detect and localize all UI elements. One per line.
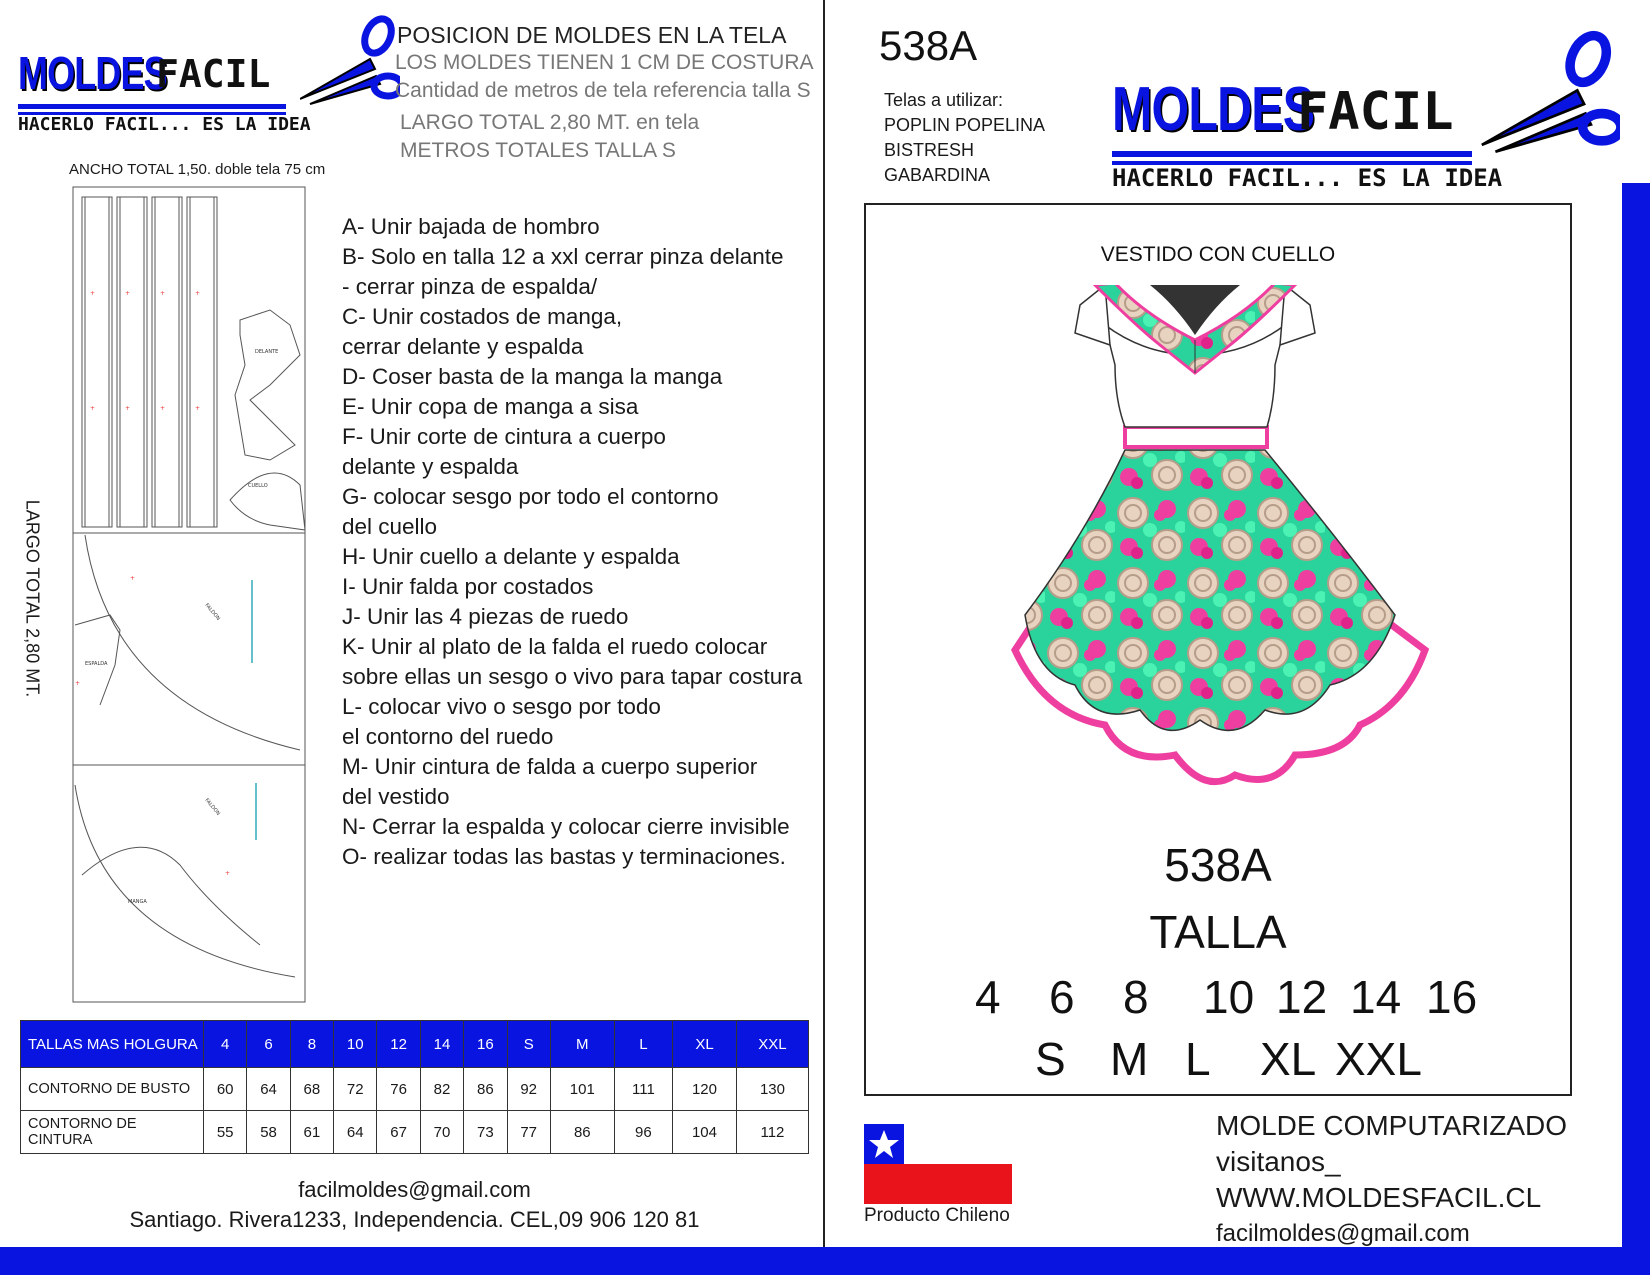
- size-option: 6: [1049, 971, 1075, 1023]
- contact-address: Santiago. Rivera1233, Independencia. CEL,09 906 120 81: [129, 1207, 700, 1232]
- instructions-list: [342, 212, 802, 872]
- table-cell: 101: [550, 1068, 614, 1111]
- chile-flag-icon: [864, 1124, 1012, 1204]
- table-cell: 67: [377, 1111, 420, 1154]
- svg-text:+: +: [225, 870, 231, 877]
- size-option: L: [1185, 1033, 1211, 1085]
- instruction-line: sobre ellas un sesgo o vivo para tapar costura: [342, 664, 803, 689]
- fabric-item: POPLIN POPELINA: [884, 115, 1046, 135]
- length-label: LARGO TOTAL 2,80 MT.: [22, 499, 43, 698]
- instruction-line: C- Unir costados de manga,: [342, 304, 623, 329]
- svg-text:+: +: [75, 680, 81, 687]
- fabric-list-title: Telas a utilizar:: [884, 90, 1004, 110]
- row-label: CONTORNO DE CINTURA: [21, 1111, 204, 1154]
- instruction-line: N- Cerrar la espalda y colocar cierre invisible: [342, 814, 790, 839]
- instruction-line: delante y espalda: [342, 454, 519, 479]
- instruction-line: D- Coser basta de la manga la manga: [342, 364, 723, 389]
- brand-logo-right: [1112, 74, 1632, 199]
- instruction-line: O- realizar todas las bastas y terminaciones.: [342, 844, 786, 869]
- table-cell: 60: [204, 1068, 247, 1111]
- model-code-top: 538A: [879, 22, 978, 69]
- instruction-line: K- Unir al plato de la falda el ruedo colocar: [342, 634, 768, 659]
- svg-text:+: +: [160, 405, 166, 412]
- table-cell: 58: [247, 1111, 290, 1154]
- pattern-layout-diagram: [70, 185, 310, 1005]
- logo-moldes-text: MOLDES: [18, 47, 167, 99]
- scissors-icon: [300, 14, 400, 124]
- flag-caption: Producto Chileno: [864, 1205, 1010, 1226]
- row-label: CONTORNO DE BUSTO: [21, 1068, 204, 1111]
- right-blue-bar: [1622, 183, 1650, 1253]
- table-cell: 104: [673, 1111, 737, 1154]
- instruction-line: - cerrar pinza de espalda/: [342, 274, 598, 299]
- size-option: XXL: [1335, 1033, 1422, 1085]
- instruction-line: H- Unir cuello a delante y espalda: [342, 544, 680, 569]
- fabric-list: [884, 88, 1045, 188]
- size-header-cell: S: [507, 1021, 550, 1068]
- svg-text:DELANTE: DELANTE: [255, 349, 279, 355]
- table-cell: 70: [420, 1111, 463, 1154]
- table-cell: 120: [673, 1068, 737, 1111]
- dress-illustration: [975, 285, 1455, 815]
- website-link[interactable]: WWW.MOLDESFACIL.CL: [1216, 1182, 1542, 1213]
- size-header-cell: 4: [204, 1021, 247, 1068]
- size-option: S: [1035, 1033, 1066, 1085]
- size-option: 14: [1350, 971, 1402, 1023]
- footer-line: MOLDE COMPUTARIZADO: [1216, 1110, 1568, 1141]
- svg-text:FALDON: FALDON: [203, 797, 222, 817]
- size-option: 8: [1123, 971, 1149, 1023]
- svg-text:MANGA: MANGA: [128, 899, 147, 905]
- fabric-reference: Cantidad de metros de tela referencia talla S: [395, 79, 811, 102]
- layout-title: POSICION DE MOLDES EN LA TELA: [397, 22, 787, 48]
- fabric-item: BISTRESH: [884, 140, 975, 160]
- total-meters: METROS TOTALES TALLA S: [400, 139, 676, 162]
- size-header-cell: 8: [290, 1021, 333, 1068]
- logo-tagline: HACERLO FACIL... ES LA IDEA: [18, 114, 311, 135]
- width-label: ANCHO TOTAL 1,50. doble tela 75 cm: [69, 161, 326, 178]
- instruction-line: L- colocar vivo o sesgo por todo: [342, 694, 661, 719]
- table-cell: 76: [377, 1068, 420, 1111]
- size-header-cell: 14: [420, 1021, 463, 1068]
- brand-logo-left: [18, 46, 398, 136]
- table-cell: 64: [247, 1068, 290, 1111]
- table-header-label: TALLAS MAS HOLGURA: [21, 1021, 204, 1068]
- instruction-line: M- Unir cintura de falda a cuerpo superior: [342, 754, 758, 779]
- footer-line: visitanos_: [1216, 1146, 1341, 1177]
- svg-text:+: +: [125, 405, 131, 412]
- instruction-line: I- Unir falda por costados: [342, 574, 594, 599]
- total-length: LARGO TOTAL 2,80 MT. en tela: [400, 111, 700, 134]
- size-header-cell: M: [550, 1021, 614, 1068]
- instruction-line: A- Unir bajada de hombro: [342, 214, 600, 239]
- svg-text:+: +: [130, 575, 136, 582]
- size-header-cell: 6: [247, 1021, 290, 1068]
- logo-facil-text: FACIL: [156, 52, 271, 96]
- size-header-cell: L: [614, 1021, 672, 1068]
- table-cell: 68: [290, 1068, 333, 1111]
- footer-email[interactable]: facilmoldes@gmail.com: [1216, 1220, 1470, 1247]
- garment-title: VESTIDO CON CUELLO: [1100, 243, 1336, 266]
- letter-sizes: [0, 1032, 1650, 1092]
- seam-note: LOS MOLDES TIENEN 1 CM DE COSTURA: [395, 51, 814, 74]
- table-cell: 64: [334, 1111, 377, 1154]
- table-cell: 92: [507, 1068, 550, 1111]
- footer-info: [1216, 1108, 1567, 1252]
- instruction-line: cerrar delante y espalda: [342, 334, 584, 359]
- size-option: 4: [975, 971, 1001, 1023]
- size-header-cell: 10: [334, 1021, 377, 1068]
- size-header-cell: XXL: [736, 1021, 808, 1068]
- table-cell: 61: [290, 1111, 333, 1154]
- table-cell: 111: [614, 1068, 672, 1111]
- numeric-sizes: [0, 970, 1650, 1030]
- logo-tagline: HACERLO FACIL... ES LA IDEA: [1112, 164, 1503, 192]
- size-header-cell: 16: [464, 1021, 507, 1068]
- logo-moldes-text: MOLDES: [1112, 75, 1315, 144]
- svg-text:+: +: [90, 290, 96, 297]
- fabric-item: GABARDINA: [884, 165, 991, 185]
- svg-text:+: +: [195, 290, 201, 297]
- instruction-line: del cuello: [342, 514, 438, 539]
- svg-text:FALDON: FALDON: [203, 602, 222, 622]
- model-code: 538A: [1164, 839, 1272, 891]
- instruction-line: E- Unir copa de manga a sisa: [342, 394, 639, 419]
- instruction-line: del vestido: [342, 784, 450, 809]
- logo-facil-text: FACIL: [1297, 82, 1454, 142]
- size-option: M: [1110, 1033, 1149, 1085]
- scissors-icon: [1480, 29, 1620, 179]
- svg-text:CUELLO: CUELLO: [248, 483, 268, 489]
- table-cell: 77: [507, 1111, 550, 1154]
- svg-text:+: +: [90, 405, 96, 412]
- size-option: XL: [1260, 1033, 1317, 1085]
- instruction-line: F- Unir corte de cintura a cuerpo: [342, 424, 666, 449]
- size-option: 12: [1276, 971, 1328, 1023]
- table-cell: 55: [204, 1111, 247, 1154]
- logo-stripe: [18, 104, 286, 109]
- svg-text:+: +: [125, 290, 131, 297]
- svg-text:+: +: [195, 405, 201, 412]
- instruction-line: B- Solo en talla 12 a xxl cerrar pinza delante: [342, 244, 784, 269]
- table-cell: 112: [736, 1111, 808, 1154]
- table-cell: 72: [334, 1068, 377, 1111]
- svg-text:+: +: [160, 290, 166, 297]
- table-cell: 86: [550, 1111, 614, 1154]
- talla-label: TALLA: [1149, 906, 1287, 958]
- table-cell: 82: [420, 1068, 463, 1111]
- instruction-line: J- Unir las 4 piezas de ruedo: [342, 604, 629, 629]
- contact-email: facilmoldes@gmail.com: [298, 1177, 531, 1202]
- table-cell: 130: [736, 1068, 808, 1111]
- svg-text:ESPALDA: ESPALDA: [85, 661, 108, 667]
- size-header-cell: XL: [673, 1021, 737, 1068]
- logo-stripe: [1112, 151, 1472, 157]
- size-header-cell: 12: [377, 1021, 420, 1068]
- instruction-line: G- colocar sesgo por todo el contorno: [342, 484, 719, 509]
- table-cell: 86: [464, 1068, 507, 1111]
- table-cell: 73: [464, 1111, 507, 1154]
- table-cell: 96: [614, 1111, 672, 1154]
- table-row: [21, 1111, 809, 1154]
- size-option: 16: [1426, 971, 1478, 1023]
- instruction-line: el contorno del ruedo: [342, 724, 554, 749]
- size-option: 10: [1203, 971, 1255, 1023]
